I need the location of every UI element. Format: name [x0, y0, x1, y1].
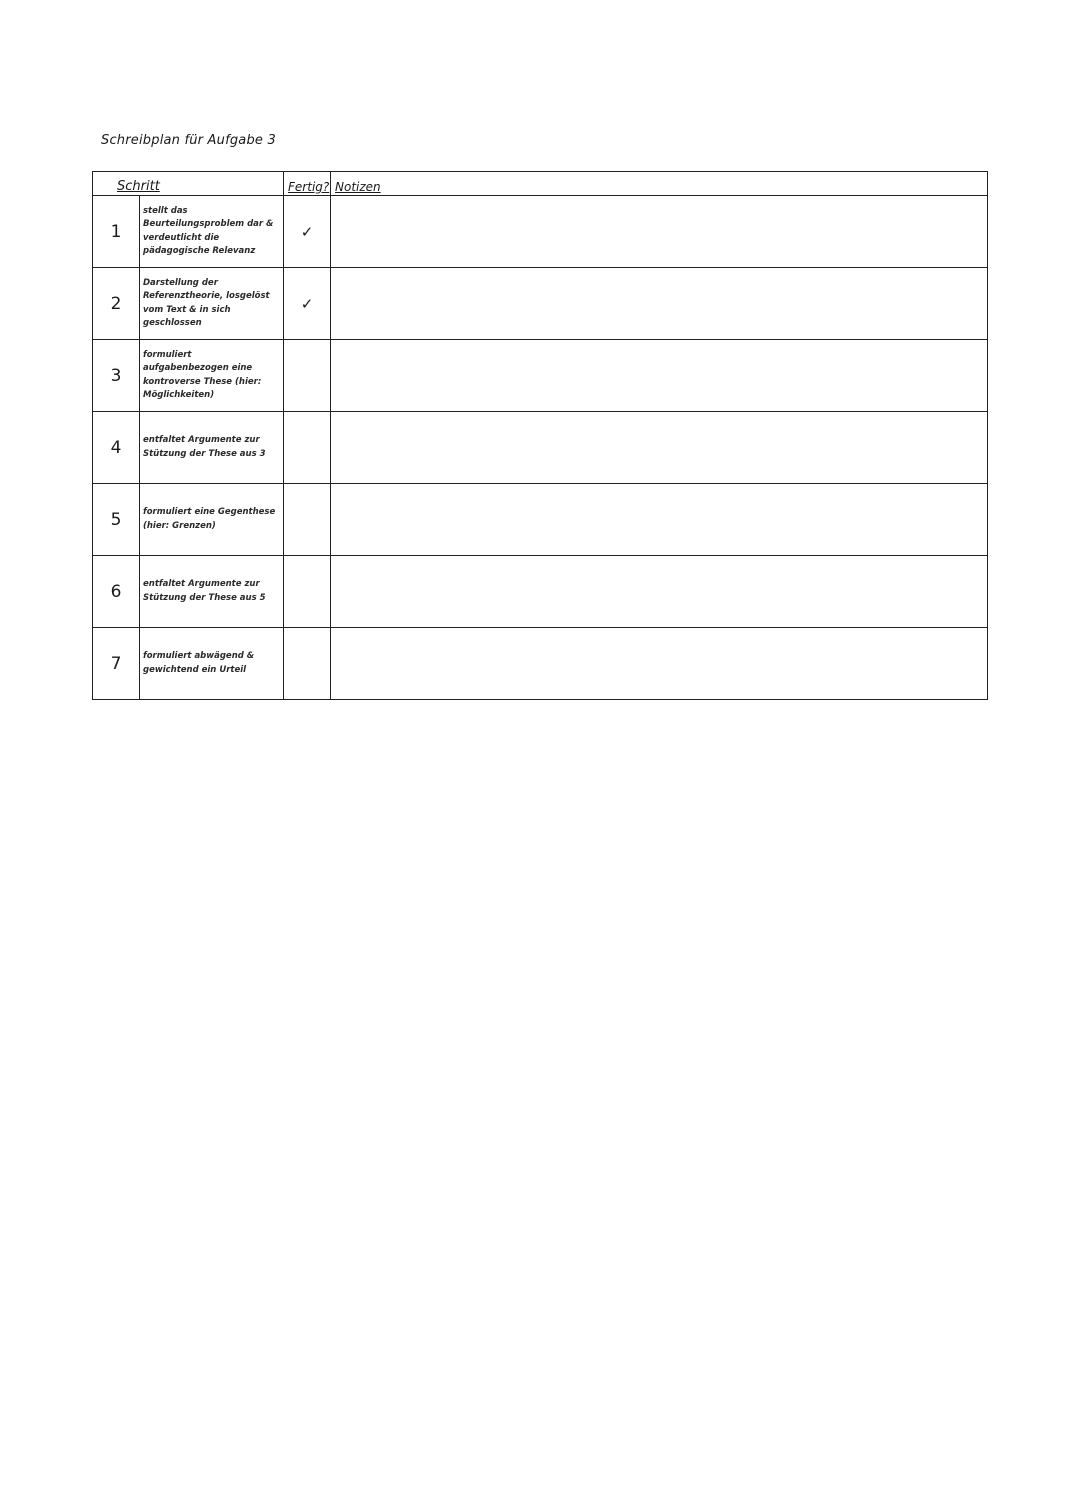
table-row — [93, 484, 988, 556]
done-checkmark[interactable]: ✓ — [284, 268, 331, 340]
step-description: Darstellung der Referenztheorie, losgelöst vom Text & in sich geschlossen — [140, 268, 284, 340]
done-checkmark[interactable] — [284, 412, 331, 484]
document-title: Schreibplan für Aufgabe 3 — [101, 133, 276, 148]
notes-field[interactable] — [331, 484, 988, 556]
notes-field[interactable] — [331, 628, 988, 700]
notes-field[interactable] — [331, 556, 988, 628]
notes-field[interactable] — [331, 340, 988, 412]
step-description: formuliert abwägend & gewichtend ein Urteil — [140, 628, 284, 700]
step-description: entfaltet Argumente zur Stützung der These aus 3 — [140, 412, 284, 484]
header-notes: Notizen — [331, 172, 988, 196]
done-checkmark[interactable] — [284, 340, 331, 412]
done-checkmark[interactable] — [284, 556, 331, 628]
step-number: 2 — [93, 268, 140, 340]
step-description: entfaltet Argumente zur Stützung der These aus 5 — [140, 556, 284, 628]
table-row — [93, 412, 988, 484]
header-done: Fertig? — [284, 172, 331, 196]
notes-field[interactable] — [331, 412, 988, 484]
table-header-row — [93, 172, 988, 196]
step-number: 1 — [93, 196, 140, 268]
table-row — [93, 628, 988, 700]
notes-field[interactable] — [331, 268, 988, 340]
step-description: formuliert aufgabenbezogen eine kontroverse These (hier: Möglichkeiten) — [140, 340, 284, 412]
header-step: Schritt — [93, 172, 284, 196]
table-row — [93, 340, 988, 412]
table-row — [93, 196, 988, 268]
step-number: 3 — [93, 340, 140, 412]
step-number: 6 — [93, 556, 140, 628]
step-description: stellt das Beurteilungsproblem dar & verdeutlicht die pädagogische Relevanz — [140, 196, 284, 268]
writing-plan-table — [92, 171, 988, 700]
done-checkmark[interactable] — [284, 484, 331, 556]
notes-field[interactable] — [331, 196, 988, 268]
step-description: formuliert eine Gegenthese (hier: Grenzen) — [140, 484, 284, 556]
done-checkmark[interactable] — [284, 628, 331, 700]
step-number: 4 — [93, 412, 140, 484]
step-number: 5 — [93, 484, 140, 556]
table-row — [93, 268, 988, 340]
table-row — [93, 556, 988, 628]
step-number: 7 — [93, 628, 140, 700]
done-checkmark[interactable]: ✓ — [284, 196, 331, 268]
